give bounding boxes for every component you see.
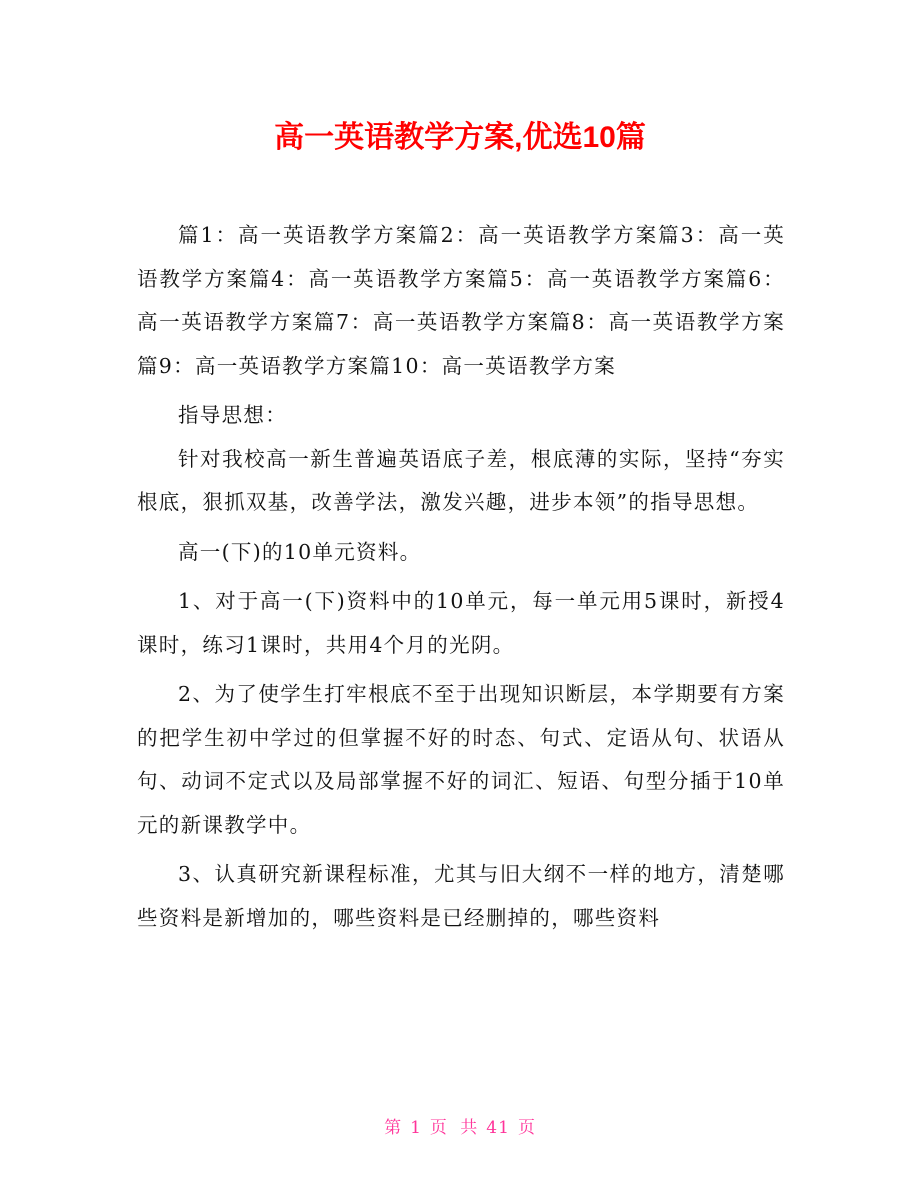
body-paragraph: 1、对于高一(下)资料中的10单元，每一单元用5课时，新授4课时，练习1课时，共用4个月的光阴。	[137, 589, 785, 657]
table-of-contents-paragraph: 篇1：高一英语教学方案篇2：高一英语教学方案篇3：高一英语教学方案篇4：高一英语教学方案篇5：高一英语教学方案篇6：高一英语教学方案篇7：高一英语教学方案篇8：高一英语教学方案篇9：高一英语教学方案篇10：高一英语教学方案	[137, 223, 785, 378]
total-pages-number: 41	[486, 1118, 510, 1138]
document-title: 高一英语教学方案,优选10篇	[274, 121, 646, 154]
document-body	[137, 214, 785, 940]
body-paragraph: 3、认真研究新课程标准，尤其与旧大纲不一样的地方，清楚哪些资料是新增加的，哪些资料是已经删掉的，哪些资料	[137, 862, 785, 930]
body-paragraph: 高一(下)的10单元资料。	[178, 539, 422, 564]
page-footer	[0, 1113, 920, 1138]
body-paragraph: 针对我校高一新生普遍英语底子差，根底薄的实际，坚持“夯实根底，狠抓双基，改善学法，激发兴趣，进步本领”的指导思想。	[137, 446, 785, 514]
current-page-number: 1	[410, 1118, 422, 1138]
footer-middle: 页 共	[429, 1118, 479, 1138]
section-heading-guiding-thought: 指导思想：	[178, 403, 287, 427]
body-paragraph: 2、为了使学生打牢根底不至于出现知识断层，本学期要有方案的把学生初中学过的但掌握不好的时态、句式、定语从句、状语从句、动词不定式以及局部掌握不好的词汇、短语、句型分插于10单元的新课教学中。	[137, 682, 785, 837]
footer-prefix: 第	[384, 1118, 403, 1138]
footer-suffix: 页	[517, 1118, 536, 1138]
